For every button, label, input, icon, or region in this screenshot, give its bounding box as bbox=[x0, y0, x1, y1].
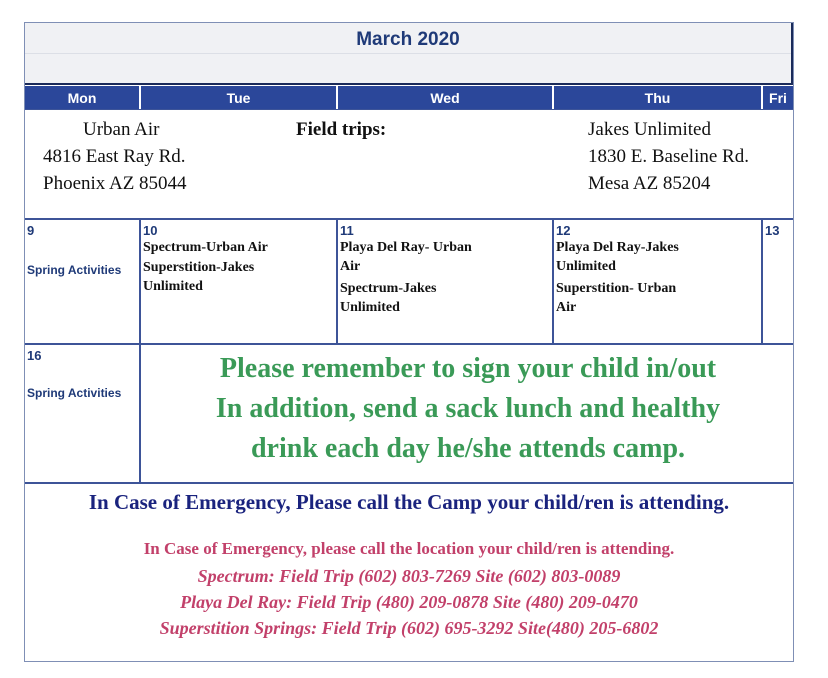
emergency-section bbox=[25, 484, 793, 661]
day-number-10: 10 bbox=[143, 223, 158, 238]
reminder-line: Please remember to sign your child in/out bbox=[219, 353, 717, 384]
grid-line bbox=[139, 345, 141, 482]
weekday-header-wed: Wed bbox=[338, 86, 554, 109]
reminder-line: drink each day he/she attends camp. bbox=[250, 433, 686, 464]
emergency-headline: In Case of Emergency, Please call the Camp your child/ren is attending. bbox=[88, 490, 730, 514]
event-line: Unlimited bbox=[556, 259, 616, 274]
day-number-12: 12 bbox=[556, 223, 571, 238]
event-line: Spectrum-Urban Air bbox=[143, 240, 268, 255]
event-line: Playa Del Ray- Urban bbox=[340, 240, 472, 255]
event-line: Playa Del Ray-Jakes bbox=[556, 240, 679, 255]
calendar-sheet bbox=[24, 22, 794, 662]
week-row-16 bbox=[25, 345, 793, 484]
weekday-header-fri: Fri bbox=[763, 86, 793, 109]
spring-activities-label: Spring Activities bbox=[27, 386, 122, 400]
event-line: Unlimited bbox=[143, 279, 203, 294]
urban-air-city: Phoenix AZ 85044 bbox=[43, 173, 187, 194]
weekday-header-thu: Thu bbox=[554, 86, 763, 109]
reminder-message bbox=[143, 349, 793, 469]
grid-line bbox=[761, 220, 763, 343]
emergency-contact-superstition: Superstition Springs: Field Trip (602) 695-3292 Site(480) 205-6802 bbox=[159, 618, 659, 638]
field-trips-row bbox=[25, 109, 793, 220]
jakes-street: 1830 E. Baseline Rd. bbox=[588, 146, 749, 167]
event-line: Air bbox=[340, 259, 361, 274]
urban-air-name: Urban Air bbox=[83, 119, 160, 140]
jakes-name: Jakes Unlimited bbox=[588, 119, 711, 140]
grid-line bbox=[336, 220, 338, 343]
event-line: Spectrum-Jakes bbox=[340, 281, 437, 296]
grid-line bbox=[139, 220, 141, 343]
emergency-subheading: In Case of Emergency, please call the location your child/ren is attending. bbox=[143, 539, 675, 558]
event-line: Unlimited bbox=[340, 300, 400, 315]
urban-air-street: 4816 East Ray Rd. bbox=[43, 146, 186, 167]
spring-activities-label: Spring Activities bbox=[27, 263, 122, 277]
grid-line bbox=[552, 220, 554, 343]
weekday-header-row bbox=[25, 86, 793, 109]
calendar-title: March 2020 bbox=[356, 29, 460, 50]
field-trips-heading: Field trips: bbox=[296, 119, 387, 140]
jakes-city: Mesa AZ 85204 bbox=[588, 173, 711, 194]
day-number-13: 13 bbox=[765, 223, 780, 238]
emergency-contact-spectrum: Spectrum: Field Trip (602) 803-7269 Site (602) 803-0089 bbox=[197, 566, 621, 586]
weekday-header-tue: Tue bbox=[141, 86, 338, 109]
title-divider bbox=[25, 53, 791, 54]
day-number-11: 11 bbox=[340, 223, 354, 238]
day-number-9: 9 bbox=[27, 223, 35, 238]
event-line: Air bbox=[556, 300, 577, 315]
event-line: Superstition- Urban bbox=[556, 281, 677, 296]
week-row-9 bbox=[25, 220, 793, 345]
event-line: Superstition-Jakes bbox=[143, 260, 255, 275]
day-number-16: 16 bbox=[27, 348, 42, 363]
emergency-contact-playa-del-ray: Playa Del Ray: Field Trip (480) 209-0878 Site (480) 209-0470 bbox=[180, 592, 638, 612]
calendar-title-bar bbox=[25, 23, 793, 85]
weekday-header-mon: Mon bbox=[25, 86, 141, 109]
reminder-line: In addition, send a sack lunch and healthy bbox=[215, 393, 721, 424]
